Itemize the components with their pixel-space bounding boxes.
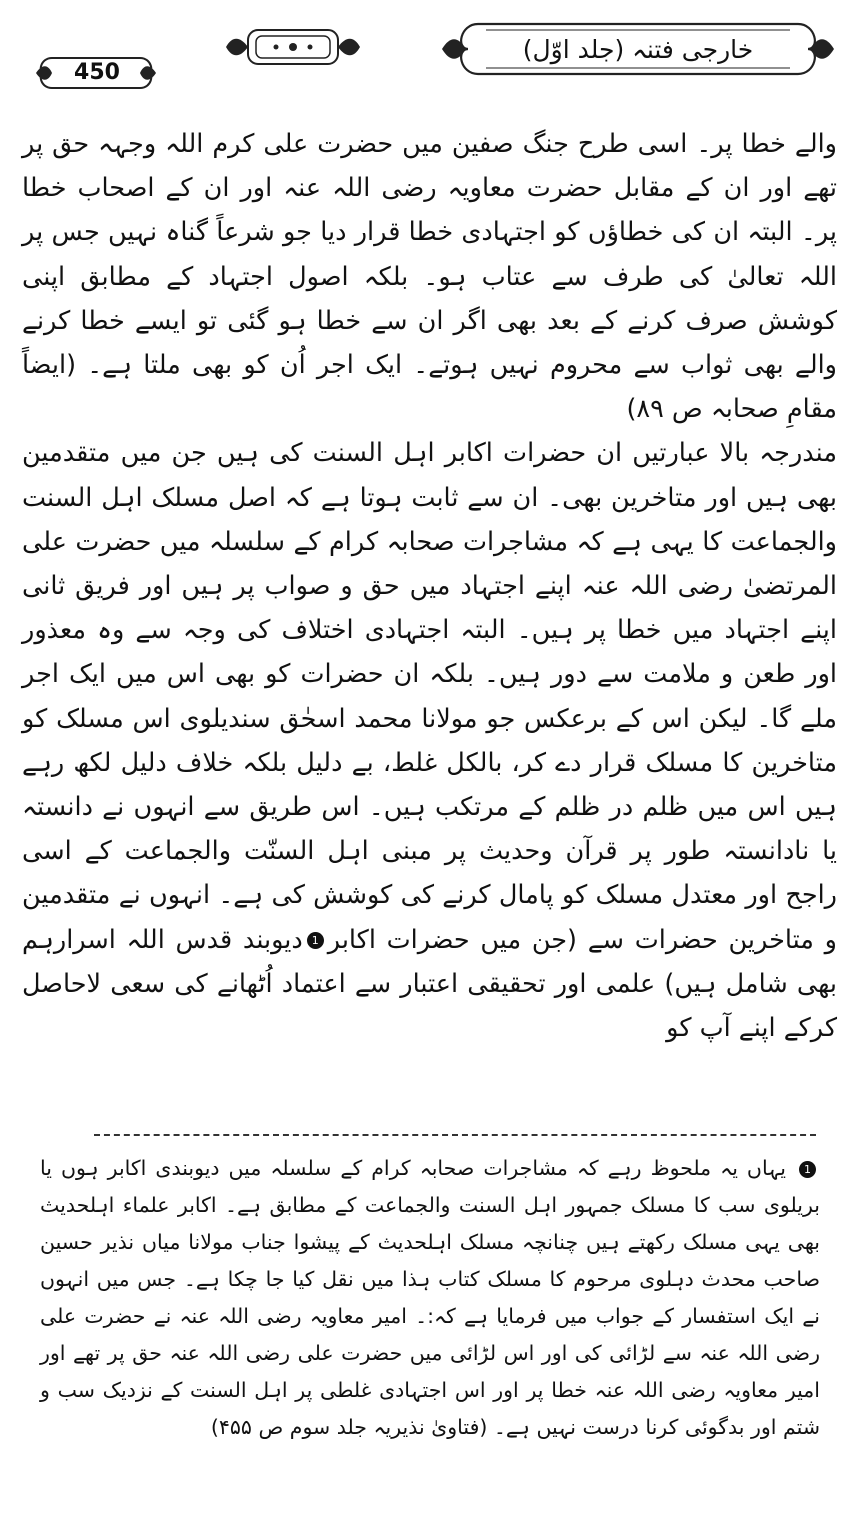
paragraph: والے خطا پر۔ اسی طرح جنگ صفین میں حضرت علی کرم اللہ وجہہ حق پر تھے اور ان کے مقابل حضرت معاویہ رضی اللہ عنہ اور ان کے اصحاب خطا پر۔ البتہ ان کی خطاؤں کو اجتہادی خطا قرار دیا جو شرعاً گناہ نہیں جس پر اللہ تعالیٰ کی طرف سے عتاب ہو۔ بلکہ اصول اجتہاد کے مطابق اپنی کوشش صرف کرنے کے بعد بھی اگر ان سے خطا ہو گئی تو ایسے خطا کرنے والے بھی ثواب سے محروم نہیں ہوتے۔ ایک اجر اُن کو بھی ملتا ہے۔ (ایضاً مقامِ صحابہ ص ۸۹) xyxy=(22,129,837,425)
main-text xyxy=(22,122,837,1050)
footnote-divider xyxy=(94,1134,816,1136)
footnote xyxy=(40,1150,820,1446)
page-number: 450 xyxy=(74,60,120,85)
running-title: خارجی فتنہ (جلد اوّل) xyxy=(522,35,754,64)
paragraph-text: مندرجہ بالا عبارتیں ان حضرات اکابر اہل السنت کی ہیں جن میں متقدمین بھی ہیں اور متاخرین بھی۔ ان سے ثابت ہوتا ہے کہ اصل مسلک اہل السنت والجماعت کا یہی ہے کہ مشاجرات صحابہ کرام کے سلسلہ میں حضرت علی المرتضیٰ رضی اللہ عنہ اپنے اجتہاد میں حق و صواب پر ہیں اور فریق ثانی اپنے اجتہاد میں خطا پر ہیں۔ البتہ اجتہادی اختلاف کی وجہ سے وہ معذور اور طعن و ملامت سے دور ہیں۔ بلکہ ان حضرات کو بھی اس میں ایک اجر ملے گا۔ لیکن اس کے برعکس جو مولانا محمد اسحٰق سندیلوی اس مسلک کو متاخرین کا مسلک قرار دے کر، بالکل غلط، بے دلیل بلکہ خلاف دلیل لکھ رہے ہیں اس میں ظلم در ظلم کے مرتکب ہیں۔ اس طریق سے انہوں نے دانستہ یا نادانستہ طور پر قرآن وحدیث پر مبنی اہل السنّت والجماعت کے اسی راجح اور معتدل مسلک کو پامال کرنے کی کوشش کی ہے۔ انہوں نے متقدمین و متاخرین حضرات سے (جن میں حضرات اکابر xyxy=(22,438,837,955)
footnote-paragraph xyxy=(40,1150,820,1446)
footnote-text: یہاں یہ ملحوظ رہے کہ مشاجرات صحابہ کرام کے سلسلہ میں دیوبندی اکابر ہوں یا بریلوی سب کا مسلک جمہور اہل السنت والجماعت کے مطابق ہے۔ اکابر علماء اہلحدیث بھی یہی مسلک رکھتے ہیں چنانچہ مسلک اہلحدیث کے پیشوا جناب مولانا میاں نذیر حسین صاحب محدث دہلوی مرحوم کا مسلک کتاب ہذا میں نقل کیا جا چکا ہے۔ جس میں انہوں نے ایک استفسار کے جواب میں فرمایا ہے کہ:۔ امیر معاویہ رضی اللہ عنہ نے حضرت علی رضی اللہ عنہ سے لڑائی کی اور اس لڑائی میں حضرت علی رضی اللہ عنہ حق پر تھے اور امیر معاویہ رضی اللہ عنہ خطا پر اور اس اجتہادی غلطی پر اہل السنت کے نزدیک سب و شتم اور بدگوئی کرنا درست نہیں ہے۔ (فتاویٰ نذیریہ جلد سوم ص ۴۵۵) xyxy=(40,1156,820,1439)
paragraph xyxy=(22,431,837,1050)
footnote-reference[interactable]: 1 xyxy=(307,932,324,949)
center-ornament xyxy=(218,18,368,76)
paragraph-text: دیوبند قدس اللہ اسرارہم بھی شامل ہیں) علمی اور تحقیقی اعتبار سے اعتماد اُٹھانے کی سعی لاحاصل کرکے اپنے آپ کو xyxy=(22,924,837,1044)
page-header xyxy=(18,14,841,98)
footnote-marker: 1 xyxy=(799,1161,816,1178)
